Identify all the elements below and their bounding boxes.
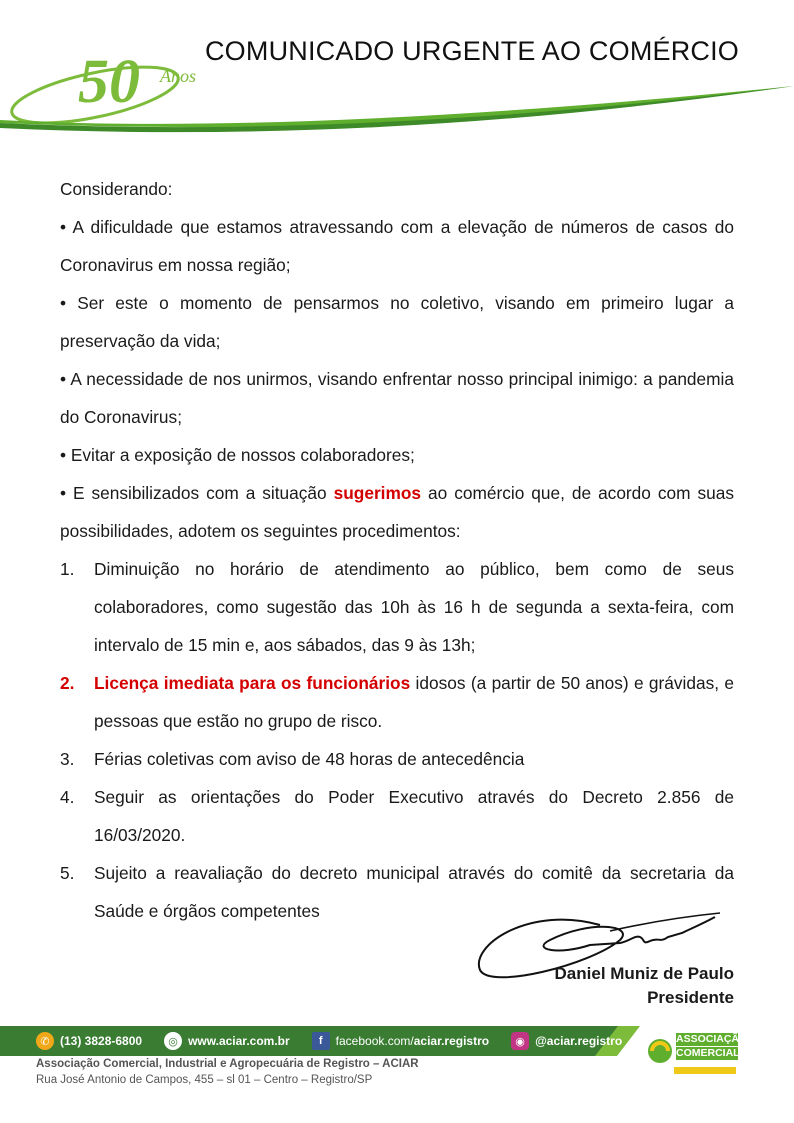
list-text: idosos (a partir de 50 anos) e grávidas, e pessoas que estão no grupo de risco. (94, 673, 735, 731)
facebook-prefix: facebook.com/ (335, 1034, 414, 1048)
facebook-text[interactable] (336, 1034, 489, 1048)
footer-contacts (36, 1030, 644, 1052)
list-number: 1. (60, 559, 75, 579)
globe-icon: ◎ (164, 1032, 182, 1050)
highlight-sugerimos: sugerimos (333, 483, 422, 503)
list-item (60, 550, 734, 664)
footer-phone (36, 1032, 142, 1050)
bullet-item (60, 474, 734, 550)
list-text: Diminuição no horário de atendimento ao público, bem como de seus colaboradores, como sugestão das 10h às 16 h de segunda a sexta-feira, com intervalo de 15 min e, aos sábados, das 9 às 13h; (94, 559, 734, 655)
logo-word: Anos (160, 66, 196, 86)
footer-instagram[interactable] (511, 1032, 622, 1050)
phone-icon: ✆ (36, 1032, 54, 1050)
list-text: Seguir as orientações do Poder Executivo através do Decreto 2.856 de 16/03/2020. (94, 787, 734, 845)
signatory-name: Daniel Muniz de Paulo (554, 964, 734, 983)
association-logo-text (676, 1033, 748, 1060)
signatory-block (555, 962, 734, 1010)
bullet-item: • A necessidade de nos unirmos, visando enfrentar nosso principal inimigo: a pandemia do Coronavirus; (60, 369, 734, 427)
logo-number: 50 (78, 48, 140, 116)
intro-text: Considerando: (60, 179, 173, 199)
list-highlight: Licença imediata para os funcionários (94, 673, 411, 693)
signatory-role: Presidente (647, 988, 734, 1007)
instagram-text[interactable]: @aciar.registro (535, 1034, 623, 1048)
list-item (60, 740, 734, 778)
procedure-list (60, 550, 734, 930)
document-body (60, 170, 734, 930)
header-swoosh (0, 78, 794, 138)
bullet-text: • E sensibilizados com a situação (60, 483, 334, 503)
organization-address: Rua José Antonio de Campos, 455 – sl 01 – Centro – Registro/SP (36, 1074, 373, 1086)
list-item (60, 664, 734, 740)
organization-name: Associação Comercial, Industrial e Agropecuária de Registro – ACIAR (36, 1058, 419, 1070)
page-title: COMUNICADO URGENTE AO COMÉRCIO (204, 36, 740, 66)
bullet-text: ao comércio que, de acordo com suas possibilidades, adotem os seguintes procedimentos: (60, 483, 734, 541)
facebook-icon: f (312, 1032, 330, 1050)
list-number: 3. (60, 749, 75, 769)
website-text[interactable]: www.aciar.com.br (188, 1034, 290, 1048)
assoc-line-1: ASSOCIAÇÃO (676, 1033, 748, 1045)
phone-text: (13) 3828-6800 (60, 1034, 143, 1048)
footer-website[interactable] (164, 1032, 290, 1050)
list-text: Férias coletivas com aviso de 48 horas de antecedência (94, 749, 525, 769)
list-item (60, 778, 734, 854)
list-number: 5. (60, 863, 75, 883)
bullet-item: • A dificuldade que estamos atravessando com a elevação de números de casos do Coronavirus em nossa região; (60, 217, 734, 275)
bullet-item: • Ser este o momento de pensarmos no coletivo, visando em primeiro lugar a preservação da vida; (60, 293, 734, 351)
list-text: Sujeito a reavaliação do decreto municipal através do comitê da secretaria da Saúde e órgãos competentes (94, 863, 734, 921)
assoc-line-2: COMERCIAL (676, 1047, 740, 1059)
footer-facebook[interactable] (312, 1032, 489, 1050)
bullet-item: • Evitar a exposição de nossos colaboradores; (60, 445, 415, 465)
instagram-icon: ◉ (511, 1032, 529, 1050)
list-number: 2. (60, 673, 75, 693)
list-number: 4. (60, 787, 75, 807)
facebook-handle: aciar.registro (413, 1034, 490, 1048)
